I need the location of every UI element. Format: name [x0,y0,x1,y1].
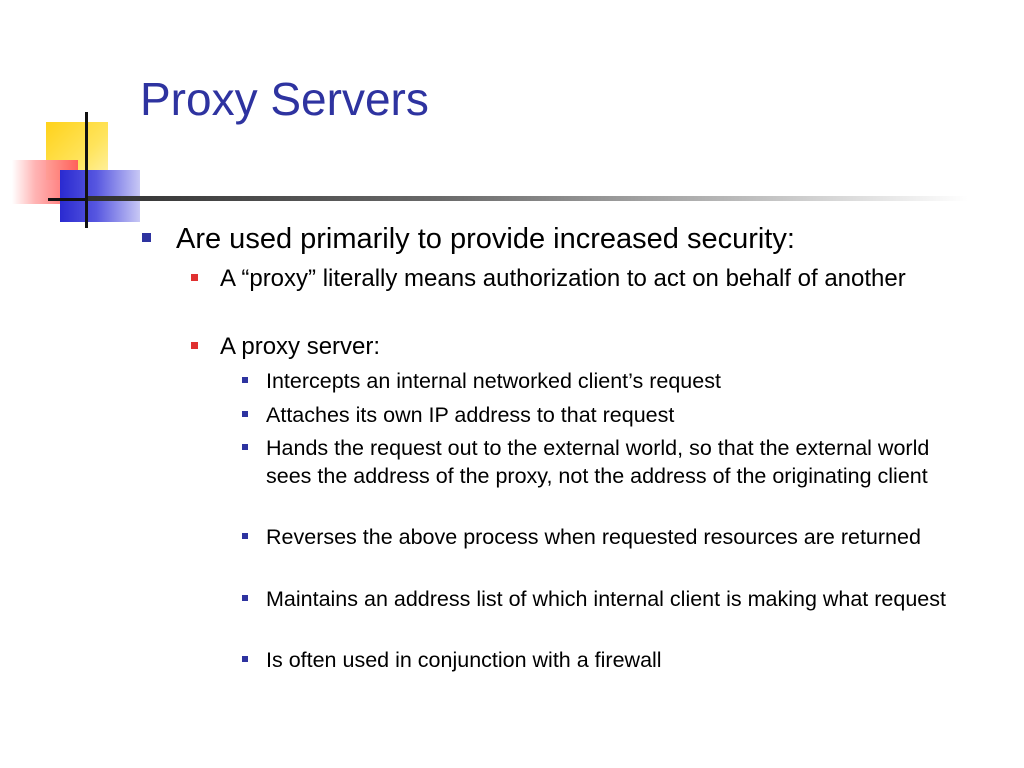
square-bullet-icon [191,342,198,349]
bullet-item-level3 [266,646,966,674]
bullet-text: Maintains an address list of which internal client is making what request [266,587,946,611]
bullet-text: Hands the request out to the external world, so that the external world sees the address of the proxy, not the address of the originating client [266,436,930,488]
bullet-item-level2 [220,332,960,361]
bullet-text: A “proxy” literally means authorization to act on behalf of another [220,265,906,292]
bullet-item-level1 [176,223,976,255]
bullet-text: Are used primarily to provide increased security: [176,223,795,255]
bullet-item-level2 [220,264,960,293]
bullet-text: Intercepts an internal networked client’s request [266,369,721,393]
bullet-text: Attaches its own IP address to that request [266,403,675,427]
bullet-item-level3 [266,585,966,613]
bullet-text: A proxy server: [220,333,381,360]
square-bullet-icon [142,233,151,242]
square-bullet-icon [242,595,248,601]
slide-title: Proxy Servers [140,73,429,125]
bullet-item-level3 [266,401,966,429]
bullet-text: Reverses the above process when requested resources are returned [266,525,921,549]
bullet-text: Is often used in conjunction with a firewall [266,648,662,672]
square-bullet-icon [242,411,248,417]
bullet-item-level3 [266,434,966,490]
square-bullet-icon [191,274,198,281]
square-bullet-icon [242,444,248,450]
bullet-item-level3 [266,367,966,395]
square-bullet-icon [242,533,248,539]
title-underline-rule [88,196,968,201]
bullet-item-level3 [266,523,966,551]
square-bullet-icon [242,377,248,383]
square-bullet-icon [242,656,248,662]
vertical-line-decoration [85,112,88,228]
